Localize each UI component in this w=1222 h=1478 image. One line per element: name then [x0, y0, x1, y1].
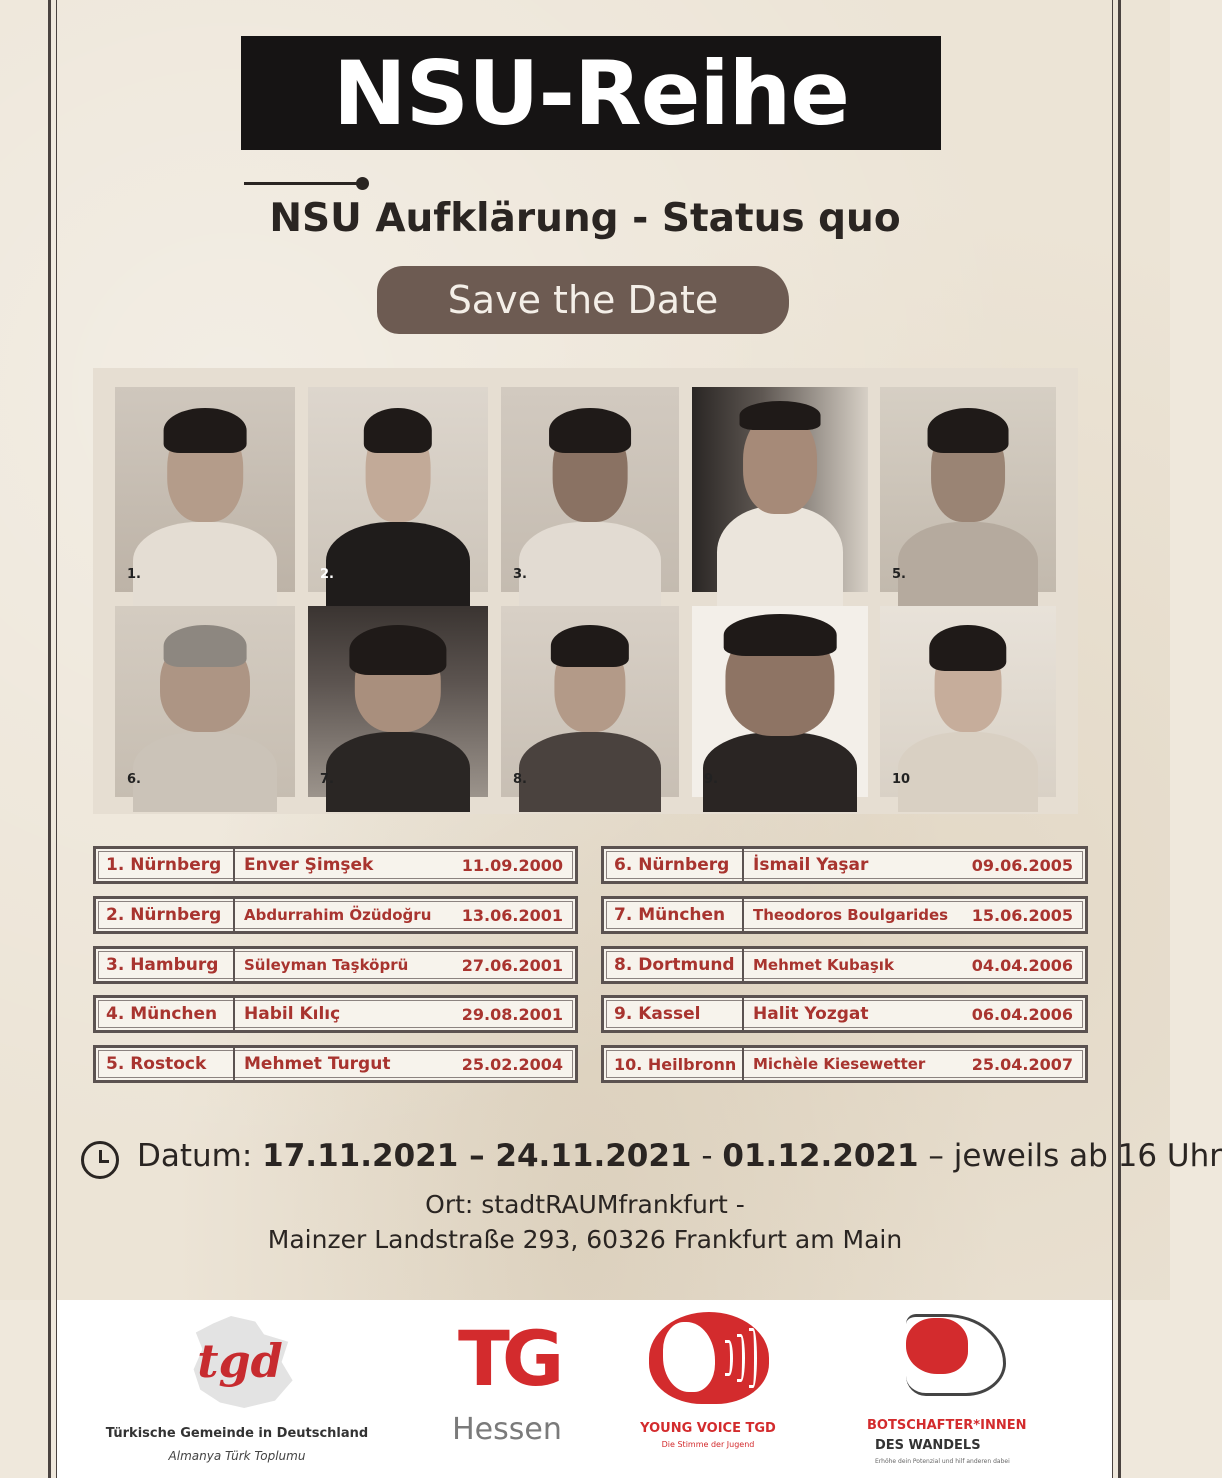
photo-number: 1.	[127, 567, 141, 582]
photo-number: 6.	[127, 772, 141, 787]
sound-wave-icon	[737, 1334, 745, 1382]
tg-hessen-name: Hessen	[452, 1412, 562, 1447]
victim-photo-9	[692, 606, 868, 797]
event-date-3: 01.12.2021	[722, 1138, 919, 1174]
young-voice-name: YOUNG VOICE TGD	[640, 1421, 776, 1436]
accent-dot	[356, 177, 369, 190]
photo-number: 3.	[513, 567, 527, 582]
victim-name: Abdurrahim Özüdoğru	[244, 906, 432, 924]
event-dates	[137, 1138, 1222, 1174]
victim-name: Michèle Kiesewetter	[753, 1055, 926, 1073]
botschafter-line-1: BOTSCHAFTER*INNEN	[867, 1418, 1027, 1433]
tgd-name: Türkische Gemeinde in Deutschland	[105, 1426, 369, 1441]
victim-photo-4	[692, 387, 868, 592]
date-separator: -	[691, 1138, 723, 1174]
victim-name: Süleyman Taşköprü	[244, 956, 409, 974]
subtitle: NSU Aufklärung - Status quo	[269, 196, 901, 241]
photo-number: 2.	[320, 567, 334, 582]
title-banner	[241, 36, 941, 150]
victim-date: 15.06.2005	[971, 905, 1073, 925]
victim-date: 27.06.2001	[461, 955, 563, 975]
victim-city: 10. Heilbronn	[604, 1048, 744, 1080]
victim-date: 25.04.2007	[971, 1054, 1073, 1074]
victim-name: Theodoros Boulgarides	[753, 906, 949, 924]
victim-date: 13.06.2001	[461, 905, 563, 925]
victim-date: 29.08.2001	[461, 1004, 563, 1024]
victim-photo-8	[501, 606, 679, 797]
date-separator: –	[458, 1138, 496, 1174]
victim-row	[93, 896, 578, 934]
accent-line	[244, 182, 362, 185]
photo-number: 9.	[704, 772, 718, 787]
victim-date: 09.06.2005	[971, 855, 1073, 875]
victim-name: Habil Kılıç	[244, 1004, 341, 1024]
young-voice-subtitle: Die Stimme der Jugend	[661, 1440, 755, 1449]
victim-city: 9. Kassel	[604, 998, 744, 1030]
tg-hessen-logo: TG	[458, 1314, 557, 1403]
venue-line-2: Mainzer Landstraße 293, 60326 Frankfurt am Main	[267, 1225, 903, 1254]
time-suffix: – jeweils ab 16 Uhr	[918, 1138, 1222, 1174]
victim-row	[93, 995, 578, 1033]
victim-city: 1. Nürnberg	[96, 849, 235, 881]
photo-number: 10	[892, 772, 911, 787]
sound-wave-icon	[749, 1328, 757, 1388]
victim-row	[93, 946, 578, 984]
victim-row	[601, 1045, 1088, 1083]
victim-name: Halit Yozgat	[753, 1004, 869, 1024]
victim-date: 11.09.2000	[461, 855, 563, 875]
victim-photo-5	[880, 387, 1056, 592]
victim-name: Mehmet Kubaşık	[753, 956, 894, 974]
sponsor-footer	[57, 1300, 1112, 1478]
victim-name: Mehmet Turgut	[244, 1054, 391, 1074]
victim-photo-6	[115, 606, 295, 797]
victim-date: 25.02.2004	[461, 1054, 563, 1074]
victim-photo-2	[308, 387, 488, 592]
victim-photo-3	[501, 387, 679, 592]
page-title: NSU-Reihe	[333, 41, 849, 145]
event-date-2: 24.11.2021	[495, 1138, 692, 1174]
victim-date: 04.04.2006	[971, 955, 1073, 975]
victim-photo-10	[880, 606, 1056, 797]
victim-name: Enver Şimşek	[244, 855, 374, 875]
brain-icon	[906, 1318, 968, 1374]
victim-city: 5. Rostock	[96, 1048, 235, 1080]
victim-city: 8. Dortmund	[604, 949, 744, 981]
victim-name: İsmail Yaşar	[753, 855, 869, 875]
victim-row	[601, 846, 1088, 884]
save-the-date-badge	[377, 266, 789, 334]
victim-city: 6. Nürnberg	[604, 849, 744, 881]
victim-row	[93, 846, 578, 884]
tgd-subtitle: Almanya Türk Toplumu	[168, 1449, 306, 1463]
victim-photo-1	[115, 387, 295, 592]
tgd-logo: tgd	[197, 1334, 283, 1388]
event-date-1: 17.11.2021	[262, 1138, 459, 1174]
datum-label: Datum:	[137, 1138, 263, 1174]
victim-row	[601, 946, 1088, 984]
sound-wave-icon	[725, 1340, 733, 1376]
botschafter-subtitle: Erhöhe dein Potenzial und hilf anderen dabei	[875, 1458, 1010, 1465]
photo-number: 5.	[892, 567, 906, 582]
victim-photo-7	[308, 606, 488, 797]
victim-city: 2. Nürnberg	[96, 899, 235, 931]
victim-row	[93, 1045, 578, 1083]
victim-city: 3. Hamburg	[96, 949, 235, 981]
photo-number: 7.	[320, 772, 334, 787]
venue-line-1: Ort: stadtRAUMfrankfurt -	[425, 1190, 745, 1219]
clock-icon	[81, 1141, 119, 1179]
victim-row	[601, 995, 1088, 1033]
botschafter-line-2: DES WANDELS	[875, 1438, 981, 1453]
victim-date: 06.04.2006	[971, 1004, 1073, 1024]
victim-city: 7. München	[604, 899, 744, 931]
victim-city: 4. München	[96, 998, 235, 1030]
save-the-date-label: Save the Date	[447, 278, 719, 322]
victim-row	[601, 896, 1088, 934]
photo-number: 8.	[513, 772, 527, 787]
